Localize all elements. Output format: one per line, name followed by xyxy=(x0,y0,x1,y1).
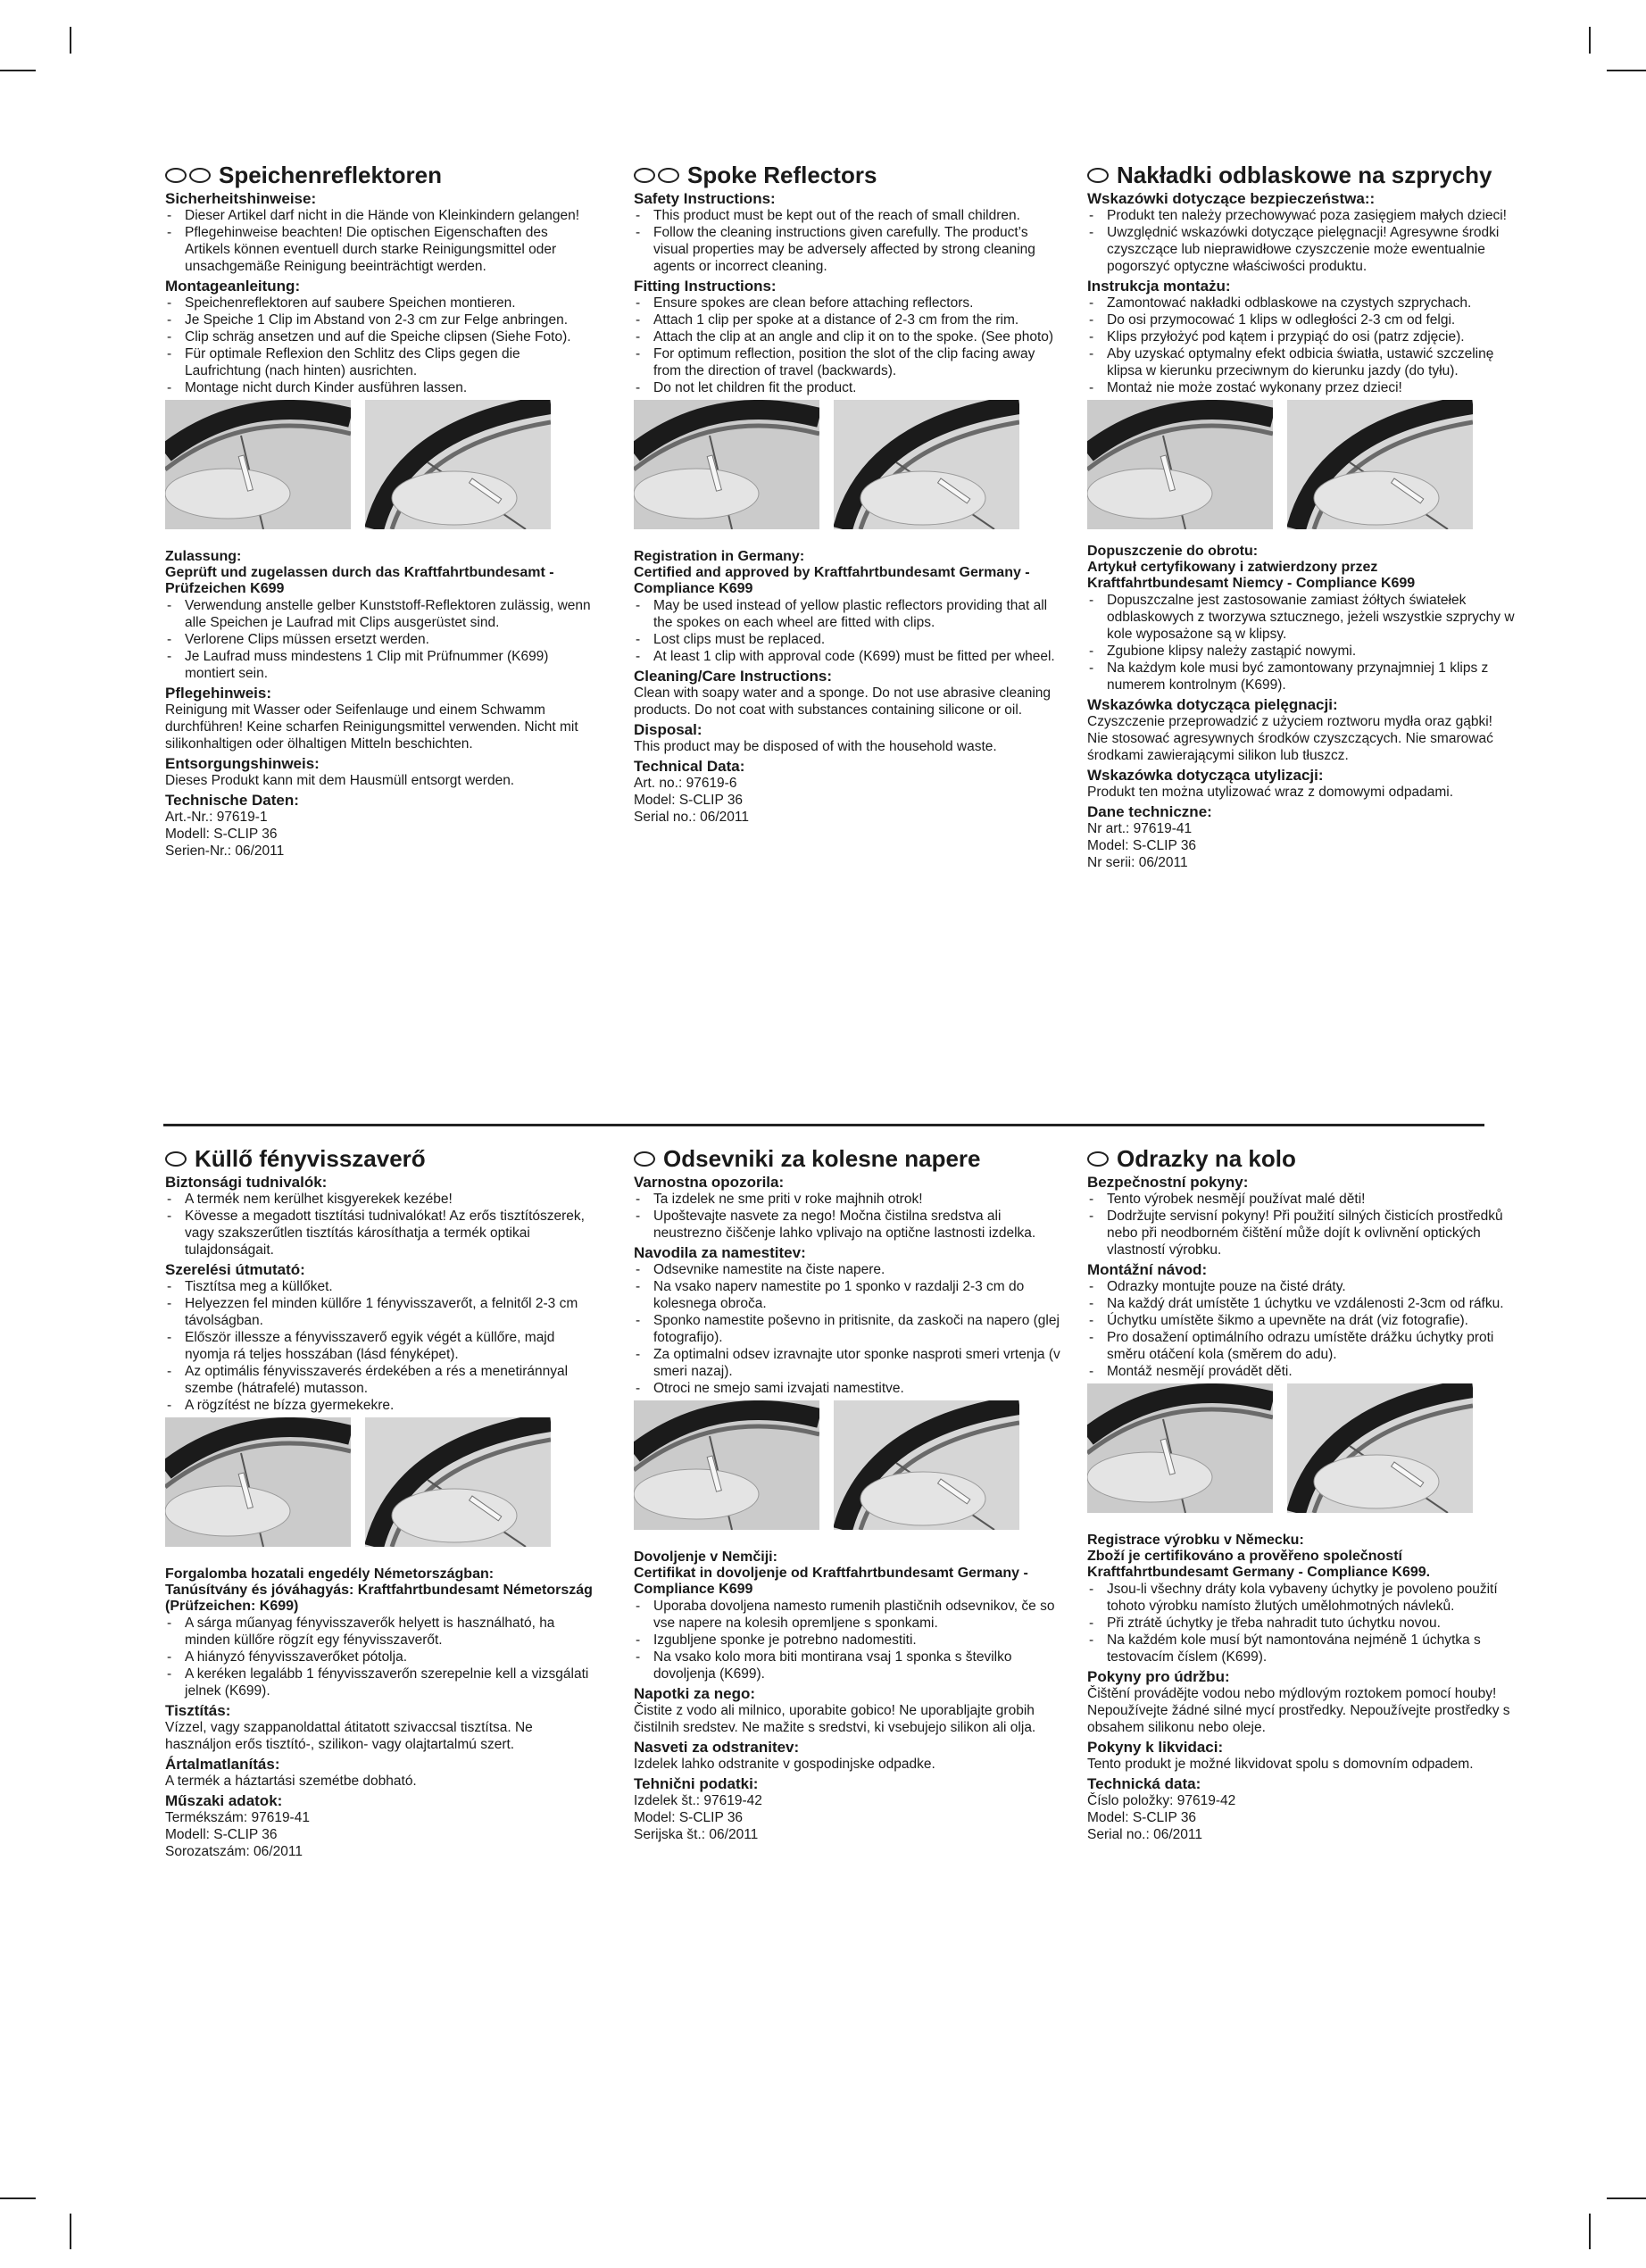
circle-icon xyxy=(165,1151,187,1167)
care-heading: Cleaning/Care Instructions: xyxy=(634,668,832,685)
registration-heading: Forgalomba hozatali engedély Németországban: xyxy=(165,1566,495,1582)
crop-mark xyxy=(70,27,71,54)
list-item: - Klips przyłożyć pod kątem i przypiąć do osi (patrz zdjęcie). xyxy=(1087,328,1516,345)
section-sl xyxy=(634,1144,1062,1843)
list-item: - Produkt ten należy przechowywać poza zasięgiem małych dzieci! xyxy=(1087,207,1516,224)
reg-items-list xyxy=(1087,1581,1516,1666)
list-item: - A termék nem kerülhet kisgyerekek kezébe! xyxy=(165,1191,594,1208)
photo-row xyxy=(1087,1383,1516,1513)
section-divider xyxy=(163,1124,1484,1126)
tech-line: Model: S-CLIP 36 xyxy=(634,793,744,808)
section-de xyxy=(165,161,594,860)
list-item: - Kövesse a megadott tisztítási tudnivalókat! Az erős tisztítószerek, vagy szakszerűtlen tisztítás károsíthatja a termék optikai tulajdonságait. xyxy=(165,1208,594,1259)
disposal-heading: Entsorgungshinweis: xyxy=(165,755,320,772)
section-title xyxy=(1087,1144,1516,1171)
fitting-photo-illustration xyxy=(634,400,819,529)
tech-line: Termékszám: 97619-41 xyxy=(165,1810,310,1825)
fitting-photo xyxy=(1287,400,1473,529)
hand xyxy=(1087,1452,1212,1502)
fitting-photo-illustration xyxy=(834,1400,1019,1530)
photo-row xyxy=(165,1417,594,1547)
registration-subheading: Certifikat in dovoljenje od Kraftfahrtbundesamt Germany - Compliance K699 xyxy=(634,1566,1028,1597)
hand xyxy=(634,469,759,519)
list-item: - Do osi przymocować 1 klips w odległości 2-3 cm od felgi. xyxy=(1087,312,1516,328)
list-item: - Ta izdelek ne sme priti v roke majhnih otrok! xyxy=(634,1191,1062,1208)
tech-heading: Tehnični podatki: xyxy=(634,1775,759,1792)
disposal-heading: Wskazówka dotycząca utylizacji: xyxy=(1087,767,1324,784)
fitting-photo-illustration xyxy=(1087,400,1273,529)
hand xyxy=(634,1469,759,1519)
disposal-heading: Disposal: xyxy=(634,721,702,738)
list-item: - Montaż nie może zostać wykonany przez dzieci! xyxy=(1087,379,1516,396)
list-item: - Na každý drát umístěte 1 úchytku ve vzdálenosti 2-3cm od ráfku. xyxy=(1087,1295,1516,1312)
section-title-text: Spoke Reflectors xyxy=(687,162,877,188)
tech-line: Nr art.: 97619-41 xyxy=(1087,821,1193,836)
reg-items-list xyxy=(634,597,1062,665)
fitting-photo-illustration xyxy=(1287,400,1473,529)
list-item: - Zgubione klipsy należy zastąpić nowymi. xyxy=(1087,643,1516,660)
language-markers xyxy=(1087,1144,1111,1169)
list-item: - Lost clips must be replaced. xyxy=(634,631,1062,648)
section-en xyxy=(634,161,1062,826)
list-item: - A sárga műanyag fényvisszaverők helyett is használható, ha minden küllőre rögzít egy fényvisszaverőt. xyxy=(165,1615,594,1649)
care-heading: Pflegehinweis: xyxy=(165,685,272,702)
care-heading: Wskazówka dotycząca pielęgnacji: xyxy=(1087,696,1338,713)
photo-row xyxy=(1087,400,1516,529)
list-item: - Je Speiche 1 Clip im Abstand von 2-3 cm zur Felge anbringen. xyxy=(165,312,594,328)
list-item: - Na vsako kolo mora biti montirana vsaj 1 sponka s številko dovoljenja (K699). xyxy=(634,1649,1062,1682)
list-item: - Dopuszczalne jest zastosowanie zamiast żółtych światełek odblaskowych z tworzywa sztucznego, jeżeli wszystkie szprychy w kole wyposażone są w klipsy. xyxy=(1087,592,1516,643)
list-item: - Upoštevajte nasvete za nego! Močna čistilna sredstva ali neustrezno čiščenje lahko vplivajo na optične lastnosti izdelka. xyxy=(634,1208,1062,1242)
language-markers xyxy=(165,1144,189,1169)
fitting-photo-illustration xyxy=(365,400,551,529)
spacer xyxy=(634,1537,1062,1549)
fitting-items-list xyxy=(1087,1278,1516,1380)
list-item: - Montage nicht durch Kinder ausführen lassen. xyxy=(165,379,594,396)
language-markers xyxy=(1087,161,1111,186)
care-heading: Napotki za nego: xyxy=(634,1685,756,1702)
tech-heading: Technische Daten: xyxy=(165,792,299,809)
safety-heading: Varnostna opozorila: xyxy=(634,1174,785,1191)
section-title-text: Odrazky na kolo xyxy=(1117,1145,1296,1172)
spacer xyxy=(165,1554,594,1566)
list-item: - Az optimális fényvisszaverés érdekében a rés a menetiránnyal szembe (hátrafelé) mutasson. xyxy=(165,1363,594,1397)
list-item: - Attach 1 clip per spoke at a distance of 2-3 cm from the rim. xyxy=(634,312,1062,328)
care-text: Čistite z vodo ali milnico, uporabite gobico! Ne uporabljajte grobih čistilnih sredstev. Ne mažite s sredstvi, ki vsebujejo silikon ali olja. xyxy=(634,1703,1036,1735)
safety-heading: Sicherheitshinweise: xyxy=(165,190,317,207)
list-item: - Attach the clip at an angle and clip it on to the spoke. (See photo) xyxy=(634,328,1062,345)
safety-heading: Wskazówki dotyczące bezpieczeństwa:: xyxy=(1087,190,1376,207)
language-markers xyxy=(634,161,682,186)
fitting-photo xyxy=(165,1417,351,1547)
safety-heading: Biztonsági tudnivalók: xyxy=(165,1174,328,1191)
tech-line: Sorozatszám: 06/2011 xyxy=(165,1844,303,1859)
safety-items-list xyxy=(634,1191,1062,1242)
list-item: - This product must be kept out of the reach of small children. xyxy=(634,207,1062,224)
list-item: - Helyezzen fel minden küllőre 1 fényvisszaverőt, a felnitől 2-3 cm távolságban. xyxy=(165,1295,594,1329)
list-item: - A keréken legalább 1 fényvisszaverőn szerepelnie kell a vizsgálati jelnek (K699). xyxy=(165,1666,594,1699)
list-item: - Za optimalni odsev izravnajte utor sponke nasproti smeri vrtenja (v smeri nazaj). xyxy=(634,1346,1062,1380)
photo-row xyxy=(634,400,1062,529)
circle-icon xyxy=(634,1151,655,1167)
list-item: - Izgubljene sponke je potrebno nadomestiti. xyxy=(634,1632,1062,1649)
disposal-text: This product may be disposed of with the household waste. xyxy=(634,739,997,754)
circle-icon xyxy=(634,168,655,183)
safety-items-list xyxy=(1087,1191,1516,1259)
list-item: - Verwendung anstelle gelber Kunststoff-Reflektoren zulässig, wenn alle Speichen je Laufrad mit Clips ausgerüstet sind. xyxy=(165,597,594,631)
fitting-items-list xyxy=(1087,295,1516,396)
crop-mark xyxy=(0,2197,36,2199)
tech-line: Serijska št.: 06/2011 xyxy=(634,1827,759,1842)
spacer xyxy=(1087,1520,1516,1533)
care-text: Clean with soapy water and a sponge. Do not use abrasive cleaning products. Do not coat with substances containing silicone or oil. xyxy=(634,685,1052,718)
language-markers xyxy=(634,1144,658,1169)
section-title xyxy=(634,161,1062,187)
fitting-photo xyxy=(834,1400,1019,1530)
circle-icon xyxy=(189,168,211,183)
fitting-photo-illustration xyxy=(365,1417,551,1547)
list-item: - Dieser Artikel darf nicht in die Hände von Kleinkindern gelangen! xyxy=(165,207,594,224)
fitting-photo-illustration xyxy=(165,1417,351,1547)
disposal-text: Dieses Produkt kann mit dem Hausmüll entsorgt werden. xyxy=(165,773,515,788)
circle-icon xyxy=(658,168,679,183)
reg-items-list xyxy=(165,597,594,682)
fitting-photo xyxy=(365,400,551,529)
spacer xyxy=(1087,536,1516,544)
fitting-photo-illustration xyxy=(1287,1383,1473,1513)
fitting-items-list xyxy=(634,295,1062,396)
list-item: - Jsou-li všechny dráty kola vybaveny úchytky je povoleno použití tohoto výrobku namísto žlutých umělohmotných návleků. xyxy=(1087,1581,1516,1615)
list-item: - Für optimale Reflexion den Schlitz des Clips gegen die Laufrichtung (nach hinten) ausrichten. xyxy=(165,345,594,379)
list-item: - Na każdym kole musi być zamontowany przynajmniej 1 klips z numerem kontrolnym (K699). xyxy=(1087,660,1516,694)
list-item: - Sponko namestite poševno in pritisnite, da zaskoči na napero (glej fotografijo). xyxy=(634,1312,1062,1346)
registration-subheading: Geprüft und zugelassen durch das Kraftfahrtbundesamt - Prüfzeichen K699 xyxy=(165,565,554,596)
list-item: - Montáž nesmějí provádět děti. xyxy=(1087,1363,1516,1380)
disposal-heading: Pokyny k likvidaci: xyxy=(1087,1739,1224,1756)
tech-line: Modell: S-CLIP 36 xyxy=(165,827,278,842)
fitting-photo xyxy=(1287,1383,1473,1513)
list-item: - For optimum reflection, position the slot of the clip facing away from the direction of travel (backwards). xyxy=(634,345,1062,379)
list-item: - Uporaba dovoljena namesto rumenih plastičnih odsevnikov, če so vse napere na kolesih opremljene s sponkami. xyxy=(634,1598,1062,1632)
language-markers xyxy=(165,161,213,186)
crop-mark xyxy=(1607,2197,1646,2199)
circle-icon xyxy=(165,168,187,183)
registration-subheading: Tanúsítvány és jóváhagyás: Kraftfahrtbundesamt Németország (Prüfzeichen: K699) xyxy=(165,1583,593,1614)
fitting-photo xyxy=(634,1400,819,1530)
tech-line: Serial no.: 06/2011 xyxy=(634,810,749,825)
fitting-heading: Instrukcja montażu: xyxy=(1087,278,1231,295)
section-title xyxy=(165,1144,594,1171)
list-item: - Odrazky montujte pouze na čisté dráty. xyxy=(1087,1278,1516,1295)
reg-items-list xyxy=(634,1598,1062,1682)
list-item: - Ensure spokes are clean before attaching reflectors. xyxy=(634,295,1062,312)
section-title xyxy=(165,161,594,187)
list-item: - May be used instead of yellow plastic reflectors providing that all the spokes on each wheel are fitted with clips. xyxy=(634,597,1062,631)
list-item: - Na každém kole musí být namontována nejméně 1 úchytka s testovacím číslem (K699). xyxy=(1087,1632,1516,1666)
list-item: - Dodržujte servisní pokyny! Při použití silných čisticích prostředků nebo při neodborném čištění může dojít k ovlivnění optických vlastností výrobku. xyxy=(1087,1208,1516,1259)
fitting-photo-illustration xyxy=(1087,1383,1273,1513)
list-item: - Na vsako naperv namestite po 1 sponko v razdalji 2-3 cm do kolesnega obroča. xyxy=(634,1278,1062,1312)
section-pl xyxy=(1087,161,1516,871)
fitting-heading: Montážní návod: xyxy=(1087,1261,1208,1278)
list-item: - Zamontować nakładki odblaskowe na czystych szprychach. xyxy=(1087,295,1516,312)
registration-heading: Registrace výrobku v Německu: xyxy=(1087,1533,1304,1548)
circle-icon xyxy=(1087,168,1109,183)
spacer xyxy=(634,536,1062,549)
list-item: - Tento výrobek nesmějí používat malé děti! xyxy=(1087,1191,1516,1208)
fitting-items-list xyxy=(165,1278,594,1414)
fitting-heading: Fitting Instructions: xyxy=(634,278,777,295)
list-item: - Először illessze a fényvisszaverő egyik végét a küllőre, majd nyomja rá teljes hosszában (lásd fényképet). xyxy=(165,1329,594,1363)
tech-heading: Műszaki adatok: xyxy=(165,1792,283,1809)
section-cs xyxy=(1087,1144,1516,1843)
disposal-heading: Nasveti za odstranitev: xyxy=(634,1739,800,1756)
care-heading: Pokyny pro údržbu: xyxy=(1087,1668,1230,1685)
disposal-text: A termék a háztartási szemétbe dobható. xyxy=(165,1774,417,1789)
fitting-photo xyxy=(165,400,351,529)
registration-subheading: Certified and approved by Kraftfahrtbundesamt Germany - Compliance K699 xyxy=(634,565,1030,596)
list-item: - Do not let children fit the product. xyxy=(634,379,1062,396)
list-item: - A rögzítést ne bízza gyermekekre. xyxy=(165,1397,594,1414)
crop-mark xyxy=(0,70,36,71)
crop-mark xyxy=(1589,27,1591,54)
safety-items-list xyxy=(165,1191,594,1259)
tech-line: Model: S-CLIP 36 xyxy=(1087,1810,1197,1825)
tech-line: Model: S-CLIP 36 xyxy=(1087,838,1197,853)
list-item: - Clip schräg ansetzen und auf die Speiche clipsen (Siehe Foto). xyxy=(165,328,594,345)
hand xyxy=(1087,469,1212,519)
list-item: - Follow the cleaning instructions given carefully. The product’s visual properties may be adversely affected by strong cleaning agents or incorrect cleaning. xyxy=(634,224,1062,275)
fitting-photo xyxy=(365,1417,551,1547)
disposal-heading: Ártalmatlanítás: xyxy=(165,1756,280,1773)
tech-heading: Technická data: xyxy=(1087,1775,1201,1792)
photo-row xyxy=(634,1400,1062,1530)
safety-items-list xyxy=(165,207,594,275)
list-item: - Aby uzyskać optymalny efekt odbicia światła, ustawić szczelinę klipsa w kierunku przeciwnym do kierunku jazdy (do tyłu). xyxy=(1087,345,1516,379)
section-title-text: Speichenreflektoren xyxy=(219,162,442,188)
tech-line: Nr serii: 06/2011 xyxy=(1087,855,1188,870)
list-item: - Pflegehinweise beachten! Die optischen Eigenschaften des Artikels können eventuell durch starke Reinigungsmittel oder unsachgemäße Reinigung beeinträchtigt werden. xyxy=(165,224,594,275)
fitting-photo xyxy=(1087,1383,1273,1513)
section-hu xyxy=(165,1144,594,1860)
list-item: - Úchytku umístěte šikmo a upevněte na drát (viz fotografie). xyxy=(1087,1312,1516,1329)
tech-heading: Dane techniczne: xyxy=(1087,803,1212,820)
tech-line: Serien-Nr.: 06/2011 xyxy=(165,843,285,859)
fitting-photo-illustration xyxy=(834,400,1019,529)
section-title-text: Nakładki odblaskowe na szprychy xyxy=(1117,162,1492,188)
disposal-text: Izdelek lahko odstranite v gospodinjske odpadke. xyxy=(634,1757,935,1772)
fitting-photo xyxy=(634,400,819,529)
section-title-text: Küllő fényvisszaverő xyxy=(195,1145,426,1172)
list-item: - At least 1 clip with approval code (K699) must be fitted per wheel. xyxy=(634,648,1062,665)
hand xyxy=(165,469,290,519)
disposal-text: Produkt ten można utylizować wraz z domowymi odpadami. xyxy=(1087,785,1454,800)
care-heading: Tisztítás: xyxy=(165,1702,231,1719)
safety-heading: Safety Instructions: xyxy=(634,190,776,207)
registration-heading: Dopuszczenie do obrotu: xyxy=(1087,544,1259,559)
tech-line: Serial no.: 06/2011 xyxy=(1087,1827,1202,1842)
tech-line: Art.-Nr.: 97619-1 xyxy=(165,810,268,825)
list-item: - Odsevnike namestite na čiste napere. xyxy=(634,1261,1062,1278)
fitting-heading: Navodila za namestitev: xyxy=(634,1244,806,1261)
list-item: - Uwzględnić wskazówki dotyczące pielęgnacji! Agresywne środki czyszczące lub nieprawidłowe czyszczenie może ewentualnie pogorszyć optyczne właściwości produktu. xyxy=(1087,224,1516,275)
photo-row xyxy=(165,400,594,529)
list-item: - Speichenreflektoren auf saubere Speichen montieren. xyxy=(165,295,594,312)
tech-line: Číslo položky: 97619-42 xyxy=(1087,1793,1236,1808)
safety-heading: Bezpečnostní pokyny: xyxy=(1087,1174,1249,1191)
crop-mark xyxy=(1589,2214,1591,2249)
fitting-photo xyxy=(1087,400,1273,529)
fitting-heading: Szerelési útmutató: xyxy=(165,1261,305,1278)
registration-heading: Registration in Germany: xyxy=(634,549,805,564)
section-title-text: Odsevniki za kolesne napere xyxy=(663,1145,981,1172)
section-title xyxy=(1087,161,1516,187)
fitting-photo-illustration xyxy=(165,400,351,529)
tech-heading: Technical Data: xyxy=(634,758,745,775)
list-item: - Verlorene Clips müssen ersetzt werden. xyxy=(165,631,594,648)
list-item: - Otroci ne smejo sami izvajati namestitve. xyxy=(634,1380,1062,1397)
fitting-heading: Montageanleitung: xyxy=(165,278,301,295)
safety-items-list xyxy=(634,207,1062,275)
fitting-items-list xyxy=(634,1261,1062,1397)
list-item: - Pro dosažení optimálního odrazu umístěte drážku úchytky proti směru otáčení kola (směrem do adu). xyxy=(1087,1329,1516,1363)
tech-line: Model: S-CLIP 36 xyxy=(634,1810,744,1825)
registration-heading: Dovoljenje v Nemčiji: xyxy=(634,1549,777,1565)
fitting-photo xyxy=(834,400,1019,529)
crop-mark xyxy=(70,2214,71,2249)
registration-subheading: Artykuł certyfikowany i zatwierdzony przez Kraftfahrtbundesamt Niemcy - Compliance K699 xyxy=(1087,560,1416,591)
section-title xyxy=(634,1144,1062,1171)
safety-items-list xyxy=(1087,207,1516,275)
spacer xyxy=(165,536,594,549)
reg-items-list xyxy=(1087,592,1516,694)
circle-icon xyxy=(1087,1151,1109,1167)
list-item: - Je Laufrad muss mindestens 1 Clip mit Prüfnummer (K699) montiert sein. xyxy=(165,648,594,682)
list-item: - A hiányzó fényvisszaverőket pótolja. xyxy=(165,1649,594,1666)
registration-heading: Zulassung: xyxy=(165,549,242,564)
care-text: Čištění provádějte vodou nebo mýdlovým roztokem pomocí houby! Nepoužívejte žádné silné mycí prostředky. Nepoužívejte prostředky s obsahem silikonu nebo oleje. xyxy=(1087,1686,1510,1735)
registration-subheading: Zboží je certifikováno a prověřeno společností Kraftfahrtbundesamt Germany - Compliance K699. xyxy=(1087,1549,1431,1580)
list-item: - Při ztrátě úchytky je třeba nahradit tuto úchytku novou. xyxy=(1087,1615,1516,1632)
care-text: Reinigung mit Wasser oder Seifenlauge und einem Schwamm durchführen! Keine scharfen Reinigungsmittel verwenden. Nicht mit silikonhaltigen oder ölhaltigen Mitteln beschichten. xyxy=(165,702,578,752)
fitting-items-list xyxy=(165,295,594,396)
list-item: - Tisztítsa meg a küllőket. xyxy=(165,1278,594,1295)
reg-items-list xyxy=(165,1615,594,1699)
care-text: Czyszczenie przeprowadzić z użyciem roztworu mydła oraz gąbki! Nie stosować agresywnych środków czyszczących. Nie smarować środkami zawierającymi silikon lub tłuszcz. xyxy=(1087,714,1493,763)
care-text: Vízzel, vagy szappanoldattal átitatott szivaccsal tisztítsa. Ne használjon erős tisztító-, szilikon- vagy olajtartalmú szert. xyxy=(165,1720,533,1752)
fitting-photo-illustration xyxy=(634,1400,819,1530)
tech-line: Modell: S-CLIP 36 xyxy=(165,1827,278,1842)
crop-mark xyxy=(1607,70,1646,71)
tech-line: Izdelek št.: 97619-42 xyxy=(634,1793,762,1808)
tech-line: Art. no.: 97619-6 xyxy=(634,776,737,791)
hand xyxy=(165,1486,290,1536)
disposal-text: Tento produkt je možné likvidovat spolu s domovním odpadem. xyxy=(1087,1757,1474,1772)
